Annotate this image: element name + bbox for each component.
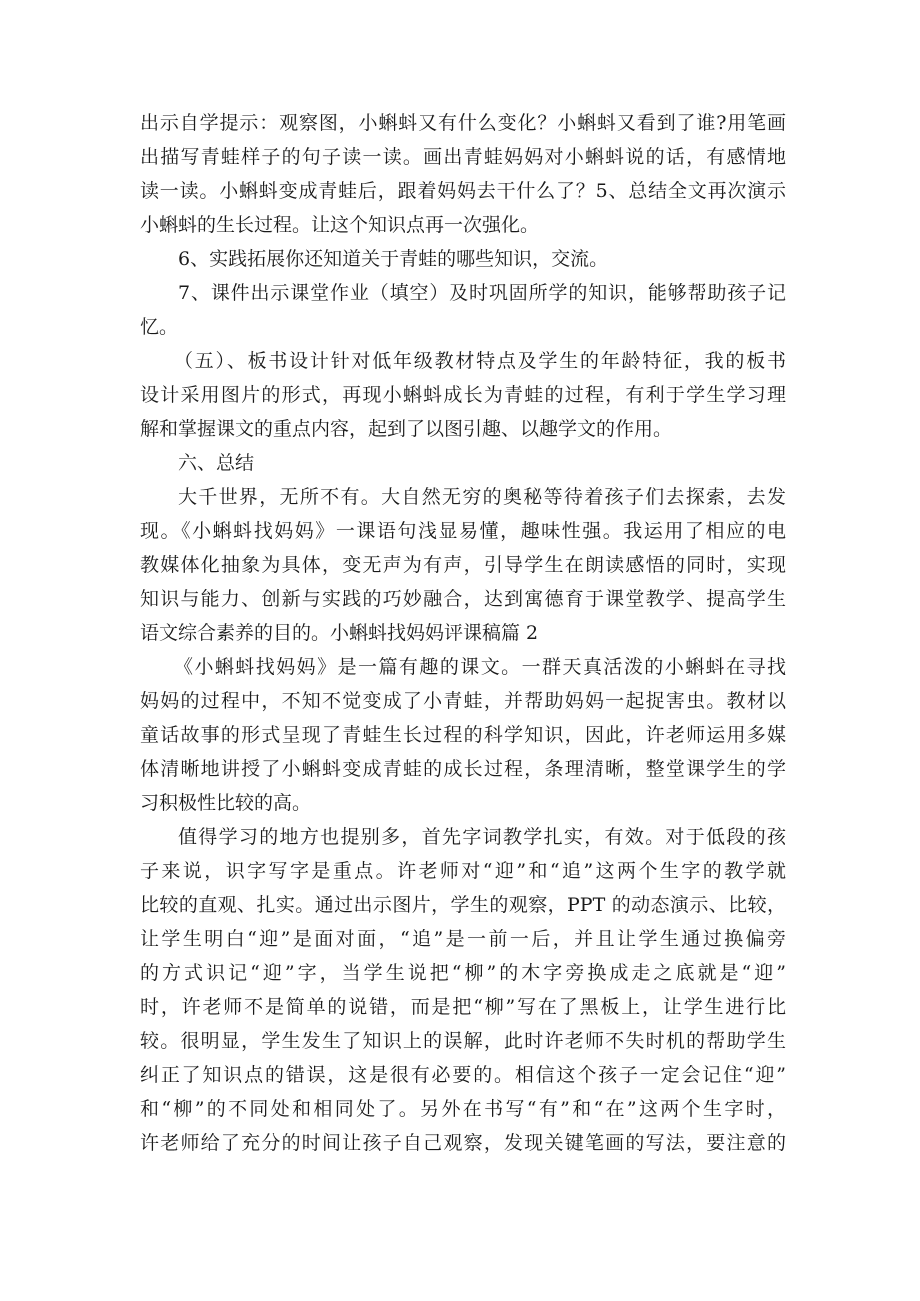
text-line: 6、实践拓展你还知道关于青蛙的哪些知识，交流。 (178, 248, 609, 270)
text-line: 小蝌蚪的生长过程。让这个知识点再一次强化。 (140, 214, 540, 236)
text-line: 妈妈的过程中，不知不觉变成了小青蛙，并帮助妈妈一起捉害虫。教材以 (140, 690, 786, 712)
text-line: 和“柳”的不同处和相同处了。另外在书写“有”和“在”这两个生字时， (140, 1098, 786, 1120)
text-line: 出示自学提示：观察图，小蝌蚪又有什么变化？小蝌蚪又看到了谁?用笔画 (140, 112, 786, 134)
paragraph-practice-extension (140, 242, 786, 276)
text-line: 纠正了知识点的错误，这是很有必要的。相信这个孩子一定会记住“迎” (140, 1064, 786, 1086)
text-line: 解和掌握课文的重点内容，起到了以图引趣、以趣学文的作用。 (140, 418, 673, 440)
text-line: 设计采用图片的形式，再现小蝌蚪成长为青蛙的过程，有利于学生学习理 (140, 384, 786, 406)
paragraph-board-design (140, 344, 786, 446)
text-line: （五）、板书设计针对低年级教材特点及学生的年龄特征，我的板书 (174, 350, 786, 372)
text-line: 忆。 (140, 316, 179, 338)
text-line: 7、课件出示课堂作业（填空）及时巩固所学的知识，能够帮助孩子记 (178, 282, 786, 304)
text-line: 童话故事的形式呈现了青蛙生长过程的科学知识，因此，许老师运用多媒 (140, 724, 786, 746)
text-line: 《小蝌蚪找妈妈》是一篇有趣的课文。一群天真活泼的小蝌蚪在寻找 (174, 656, 786, 678)
text-line: 知识与能力、创新与实践的巧妙融合，达到寓德育于课堂教学、提高学生 (140, 588, 786, 610)
text-line: 大千世界，无所不有。大自然无穷的奥秘等待着孩子们去探索，去发 (178, 486, 786, 508)
text-line: 时，许老师不是简单的说错，而是把“柳”写在了黑板上，让学生进行比 (140, 996, 786, 1018)
text-line: 现。《小蝌蚪找妈妈》一课语句浅显易懂，趣味性强。我运用了相应的电 (140, 520, 786, 542)
text-line: 的方式识记“迎”字，当学生说把“柳”的木字旁换成走之底就是“迎” (140, 962, 786, 984)
paragraph-self-study (140, 106, 786, 242)
text-line: 出描写青蛙样子的句子读一读。画出青蛙妈妈对小蝌蚪说的话，有感情地 (140, 146, 786, 168)
text-line: 许老师给了充分的时间让孩子自己观察，发现关键笔画的写法，要注意的 (140, 1132, 786, 1154)
text-line: 较。很明显，学生发生了知识上的误解，此时许老师不失时机的帮助学生 (140, 1030, 786, 1052)
section-heading-summary (140, 446, 786, 480)
paragraph-review-strengths (140, 820, 786, 1160)
section-heading: 六、总结 (178, 452, 255, 474)
text-line: 值得学习的地方也提别多，首先字词教学扎实，有效。对于低段的孩 (178, 826, 786, 848)
text-line: 体清晰地讲授了小蝌蚪变成青蛙的成长过程，条理清晰，整堂课学生的学 (140, 758, 786, 780)
text-line: 习积极性比较的高。 (140, 792, 312, 814)
text-line: 子来说，识字写字是重点。许老师对“迎”和“追”这两个生字的教学就 (140, 860, 786, 882)
text-line: 语文综合素养的目的。小蝌蚪找妈妈评课稿篇 2 (140, 622, 539, 644)
document-page (140, 106, 786, 1160)
paragraph-summary (140, 480, 786, 650)
text-line: 比较的直观、扎实。通过出示图片，学生的观察，PPT 的动态演示、比较， (140, 894, 786, 916)
text-line: 教媒体化抽象为具体，变无声为有声，引导学生在朗读感悟的同时，实现 (140, 554, 786, 576)
text-line: 让学生明白“迎”是面对面，“追”是一前一后，并且让学生通过换偏旁 (140, 928, 786, 950)
paragraph-classwork (140, 276, 786, 344)
text-line: 读一读。小蝌蚪变成青蛙后，跟着妈妈去干什么了？5、总结全文再次演示 (140, 180, 786, 202)
paragraph-review-intro (140, 650, 786, 820)
